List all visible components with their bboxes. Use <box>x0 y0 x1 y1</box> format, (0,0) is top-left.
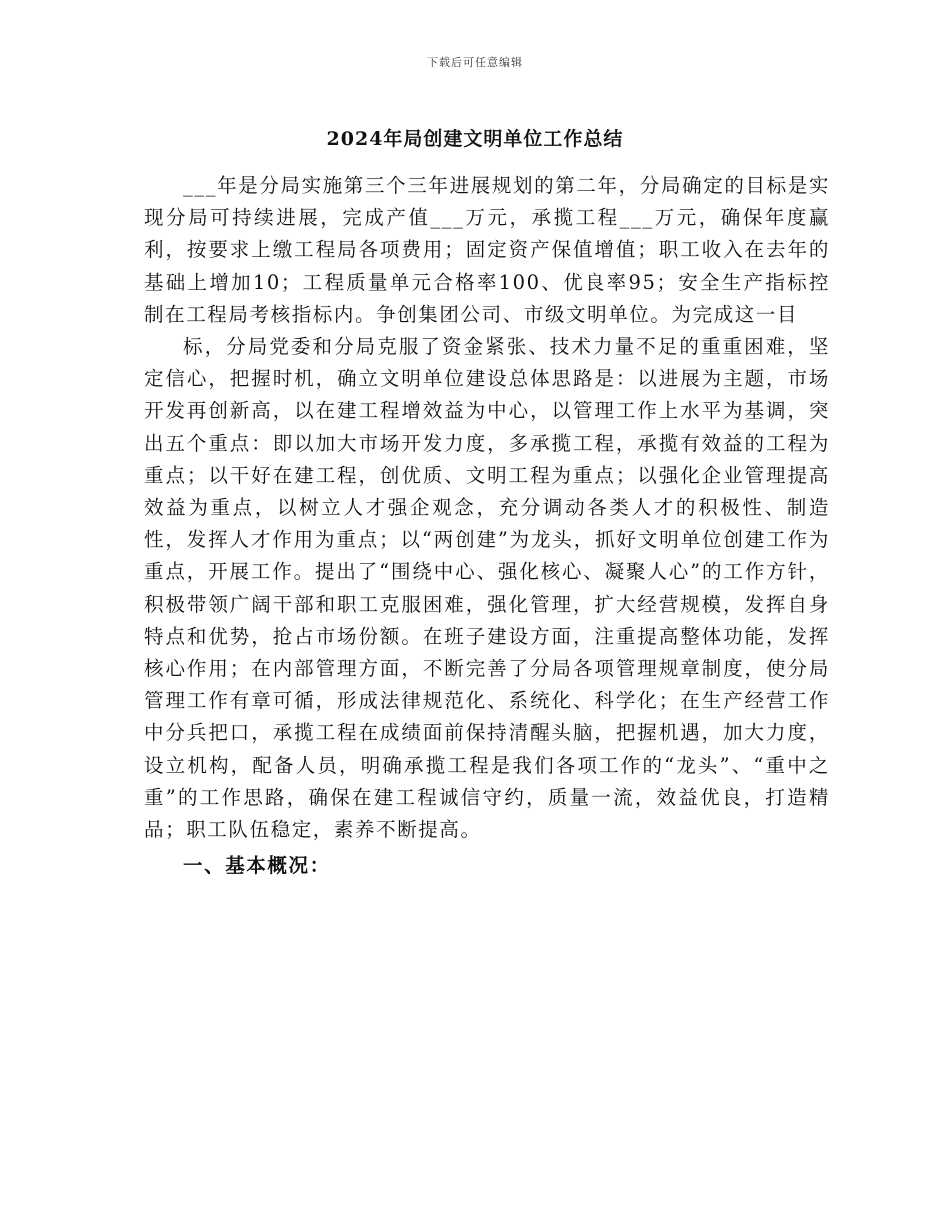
header-note: 下载后可任意编辑 <box>427 56 523 69</box>
body-paragraph-1: ___年是分局实施第三个三年进展规划的第二年，分局确定的目标是实现分局可持续进展，完成产值___万元，承揽工程___万元，确保年度赢利，按要求上缴工程局各项费用；固定资产保值增值；职工收入在去年的基础上增加10；工程质量单元合格率100、优良率95；安全生产指标控制在工程局考核指标内。争创集团公司、市级文明单位。为完成这一目 <box>144 174 830 326</box>
section-heading: 一、基本概况： <box>183 854 331 878</box>
document-title: 2024年局创建文明单位工作总结 <box>326 128 624 150</box>
document-body <box>144 170 830 882</box>
body-paragraph-2: 标，分局党委和分局克服了资金紧张、技术力量不足的重重困难，坚定信心，把握时机，确立文明单位建设总体思路是：以进展为主题，市场开发再创新高，以在建工程增效益为中心，以管理工作上水平为基调，突出五个重点：即以加大市场开发力度，多承揽工程，承揽有效益的工程为重点；以干好在建工程，创优质、文明工程为重点；以强化企业管理提高效益为重点，以树立人才强企观念，充分调动各类人才的积极性、制造性，发挥人才作用为重点；以“两创建”为龙头，抓好文明单位创建工作为重点，开展工作。提出了“围绕中心、强化核心、凝聚人心”的工作方针，积极带领广阔干部和职工克服困难，强化管理，扩大经营规模，发挥自身特点和优势，抢占市场份额。在班子建设方面，注重提高整体功能，发挥核心作用；在内部管理方面，不断完善了分局各项管理规章制度，使分局管理工作有章可循，形成法律规范化、系统化、科学化；在生产经营工作中分兵把口，承揽工程在成绩面前保持清醒头脑，把握机遇，加大力度，设立机构，配备人员，明确承揽工程是我们各项工作的“龙头”、“重中之重”的工作思路，确保在建工程诚信守约，质量一流，效益优良，打造精品；职工队伍稳定，素养不断提高。 <box>144 335 830 842</box>
